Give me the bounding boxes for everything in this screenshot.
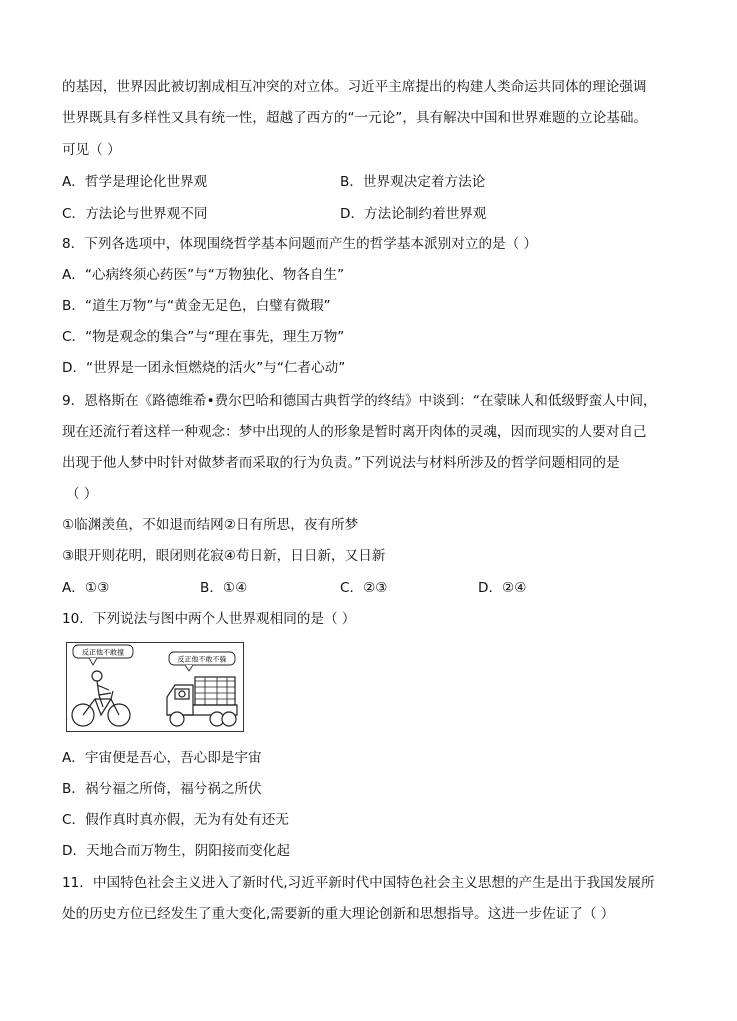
option-c: C．假作真时真亦假，无为有处有还无	[62, 812, 289, 828]
option-d: D．“世界是一团永恒燃烧的活火”与“仁者心动”	[62, 360, 346, 376]
speech-bubble-tail	[89, 658, 97, 665]
question-9-stem: 现在还流行着这样一种观念：梦中出现的人的形象是暂时离开肉体的灵魂，因而现实的人要对自己	[62, 424, 647, 440]
question-9-stem: 出现于他人梦中时针对做梦者而采取的行为负责。”下列说法与材料所涉及的哲学问题相同的是	[62, 455, 620, 471]
question-8-stem: 8．下列各选项中，体现围绕哲学基本问题而产生的哲学基本派别对立的是（ ）	[62, 236, 538, 252]
option-c: C．方法论与世界观不同	[62, 206, 208, 222]
option-d: D．天地合而万物生，阴阳接而变化起	[62, 843, 290, 859]
option-d: D．方法论制约着世界观	[340, 206, 487, 222]
question-10-stem: 10．下列说法与图中两个人世界观相同的是（ ）	[62, 611, 356, 627]
option-b: B．“道生万物”与“黄金无足色，白璧有微瑕”	[62, 298, 331, 314]
truck-illustration	[167, 677, 237, 726]
speech-bubble-tail	[185, 665, 193, 671]
option-b: B．世界观决定着方法论	[340, 174, 486, 190]
question-text-line: 的基因，世界因此被切割成相互冲突的对立体。习近平主席提出的构建人类命运共同体的理论强调	[62, 79, 647, 95]
answer-blank: （ ）	[66, 486, 98, 502]
question-text-line: 世界既具有多样性又具有统一性，超越了西方的“一元论”，具有解决中国和世界难题的立论基础。	[62, 110, 648, 126]
option-b: B．祸兮福之所倚，福兮祸之所伏	[62, 781, 262, 797]
option-a: A．“心病终须心药医”与“万物独化、物各自生”	[62, 267, 345, 283]
option-a: A．宇宙便是吾心，吾心即是宇宙	[62, 750, 262, 766]
question-9-stem: 9．恩格斯在《路德维希•费尔巴哈和德国古典哲学的终结》中谈到：“在蒙昧人和低级野蛮人中间，	[62, 393, 657, 409]
statement-list: ③眼开则花明，眼闭则花寂④苟日新，日日新，又日新	[62, 548, 386, 564]
cartoon-illustration	[67, 643, 243, 731]
cartoon-figure	[66, 642, 244, 732]
option-a: A．①③	[62, 580, 110, 596]
question-text-line: 可见（ ）	[62, 142, 121, 158]
question-11-stem: 处的历史方位已经发生了重大变化,需要新的重大理论创新和思想指导。这进一步佐证了（ ）	[62, 906, 615, 922]
statement-list: ①临渊羡鱼，不如退而结网②日有所思，夜有所梦	[62, 517, 359, 533]
cyclist-illustration	[72, 671, 130, 726]
bubble-right-text: 反正他不敢不躲	[177, 655, 227, 664]
option-b: B．①④	[200, 580, 248, 596]
option-d: D．②④	[478, 580, 527, 596]
question-11-stem: 11．中国特色社会主义进入了新时代,习近平新时代中国特色社会主义思想的产生是出于我国发展所	[62, 875, 655, 891]
option-a: A．哲学是理论化世界观	[62, 174, 208, 190]
option-c: C．“物是观念的集合”与“理在事先，理生万物”	[62, 329, 345, 345]
option-c: C．②③	[340, 580, 388, 596]
bubble-left-text: 反正他不敢撞	[82, 648, 124, 657]
